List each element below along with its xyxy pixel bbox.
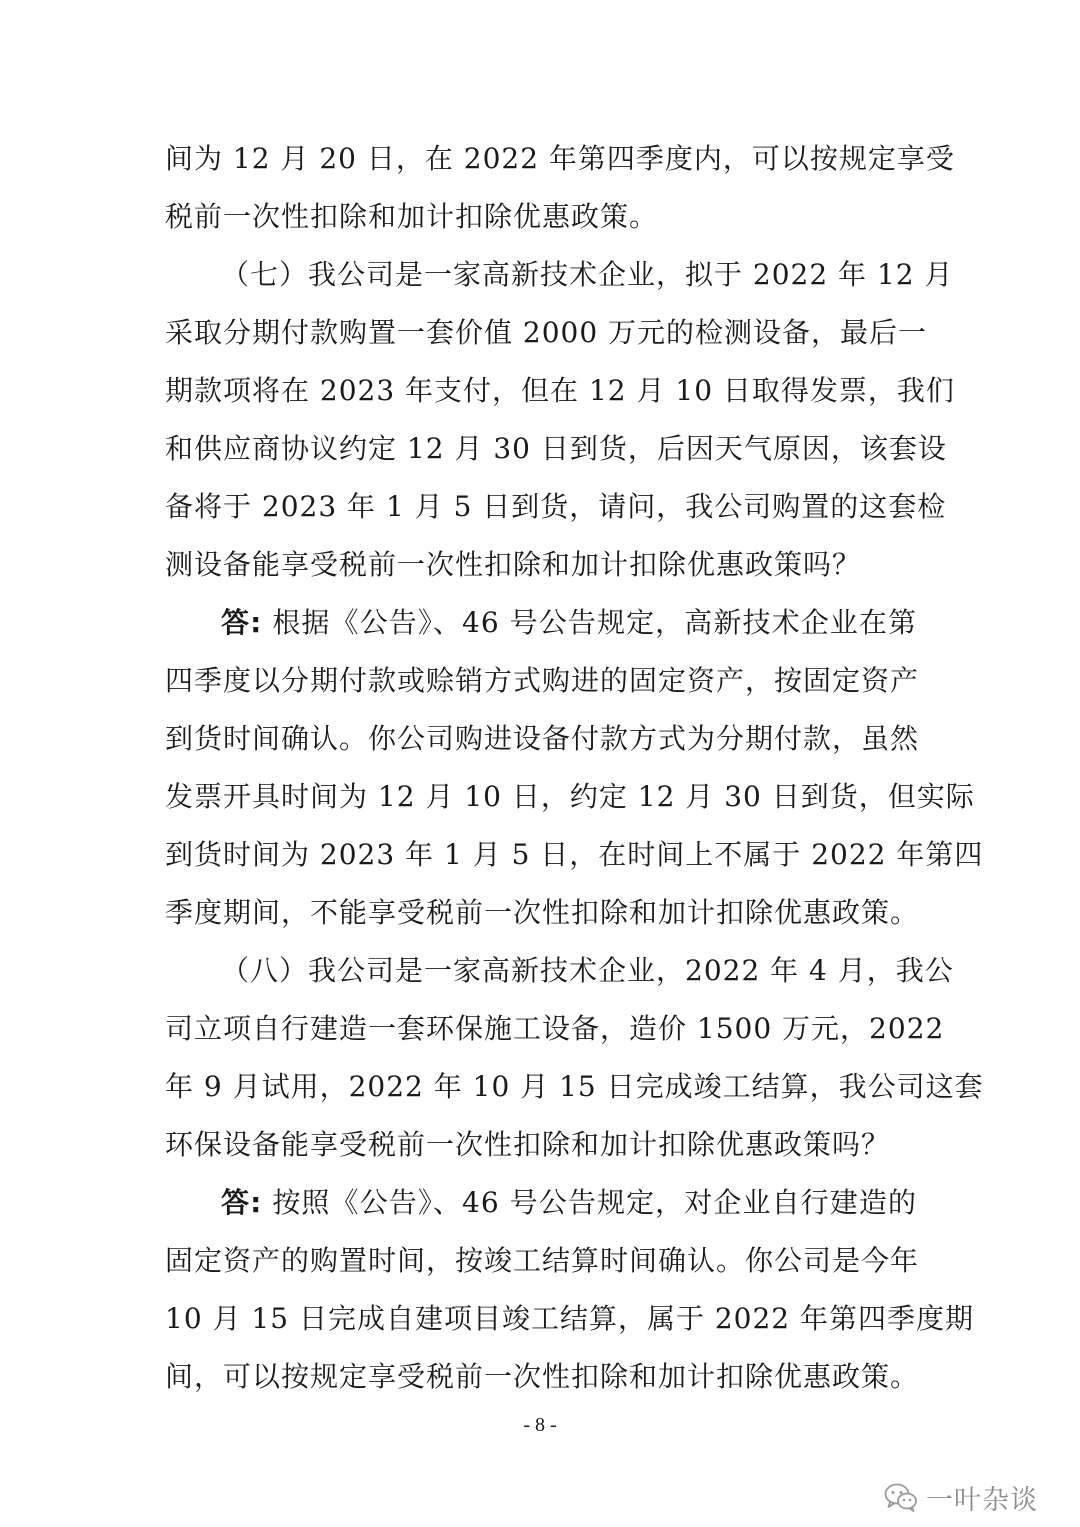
text-line: 采取分期付款购置一套价值 2000 万元的检测设备，最后一 <box>165 316 928 349</box>
wechat-icon <box>884 1482 918 1512</box>
text-line: 期款项将在 2023 年支付，但在 12 月 10 日取得发票，我们 <box>165 374 955 407</box>
question-8 <box>165 942 984 1174</box>
text-line: 测设备能享受税前一次性扣除和加计扣除优惠政策吗？ <box>165 548 862 581</box>
answer-7 <box>165 594 984 942</box>
text-line: 四季度以分期付款或赊销方式购进的固定资产，按固定资产 <box>165 664 920 697</box>
text-line: （八）我公司是一家高新技术企业，2022 年 4 月，我公 <box>221 954 954 987</box>
text-line: 环保设备能享受税前一次性扣除和加计扣除优惠政策吗？ <box>165 1128 891 1161</box>
text-line: 司立项自行建造一套环保施工设备，造价 1500 万元，2022 <box>165 1012 945 1045</box>
text-line: 到货时间确认。你公司购进设备付款方式为分期付款，虽然 <box>165 722 920 755</box>
text-line: 固定资产的购置时间，按竣工结算时间确认。你公司是今年 <box>165 1244 920 1277</box>
text-line: 10 月 15 日完成自建项目竣工结算，属于 2022 年第四季度期 <box>165 1302 975 1335</box>
document-body <box>165 130 984 1406</box>
text-line <box>165 594 917 652</box>
answer-8 <box>165 1174 975 1406</box>
answer-label: 答: <box>221 1186 263 1219</box>
watermark <box>884 1480 1038 1514</box>
text-line: 间为 12 月 20 日，在 2022 年第四季度内，可以按规定享受 <box>165 142 955 175</box>
text-line: 年 9 月试用，2022 年 10 月 15 日完成竣工结算，我公司这套 <box>165 1070 984 1103</box>
answer-text: 按照《公告》、46 号公告规定，对企业自行建造的 <box>262 1186 918 1219</box>
text-line: 税前一次性扣除和加计扣除优惠政策。 <box>165 200 659 233</box>
answer-text: 根据《公告》、46 号公告规定，高新技术企业在第 <box>262 606 918 639</box>
text-line: 和供应商协议约定 12 月 30 日到货，后因天气原因，该套设 <box>165 432 947 465</box>
text-line: 季度期间，不能享受税前一次性扣除和加计扣除优惠政策。 <box>165 896 920 929</box>
text-line: （七）我公司是一家高新技术企业，拟于 2022 年 12 月 <box>221 258 954 291</box>
answer-label: 答: <box>221 606 263 639</box>
page-number: - 8 - <box>523 1414 557 1436</box>
text-line: 到货时间为 2023 年 1 月 5 日，在时间上不属于 2022 年第四 <box>165 838 984 871</box>
question-7 <box>165 246 955 594</box>
text-line: 间，可以按规定享受税前一次性扣除和加计扣除优惠政策。 <box>165 1360 920 1393</box>
text-line: 发票开具时间为 12 月 10 日，约定 12 月 30 日到货，但实际 <box>165 780 975 813</box>
text-line: 备将于 2023 年 1 月 5 日到货，请问，我公司购置的这套检 <box>165 490 947 523</box>
watermark-text: 一叶杂谈 <box>926 1484 1038 1516</box>
text-line <box>165 1174 917 1232</box>
paragraph-continued <box>165 130 955 246</box>
